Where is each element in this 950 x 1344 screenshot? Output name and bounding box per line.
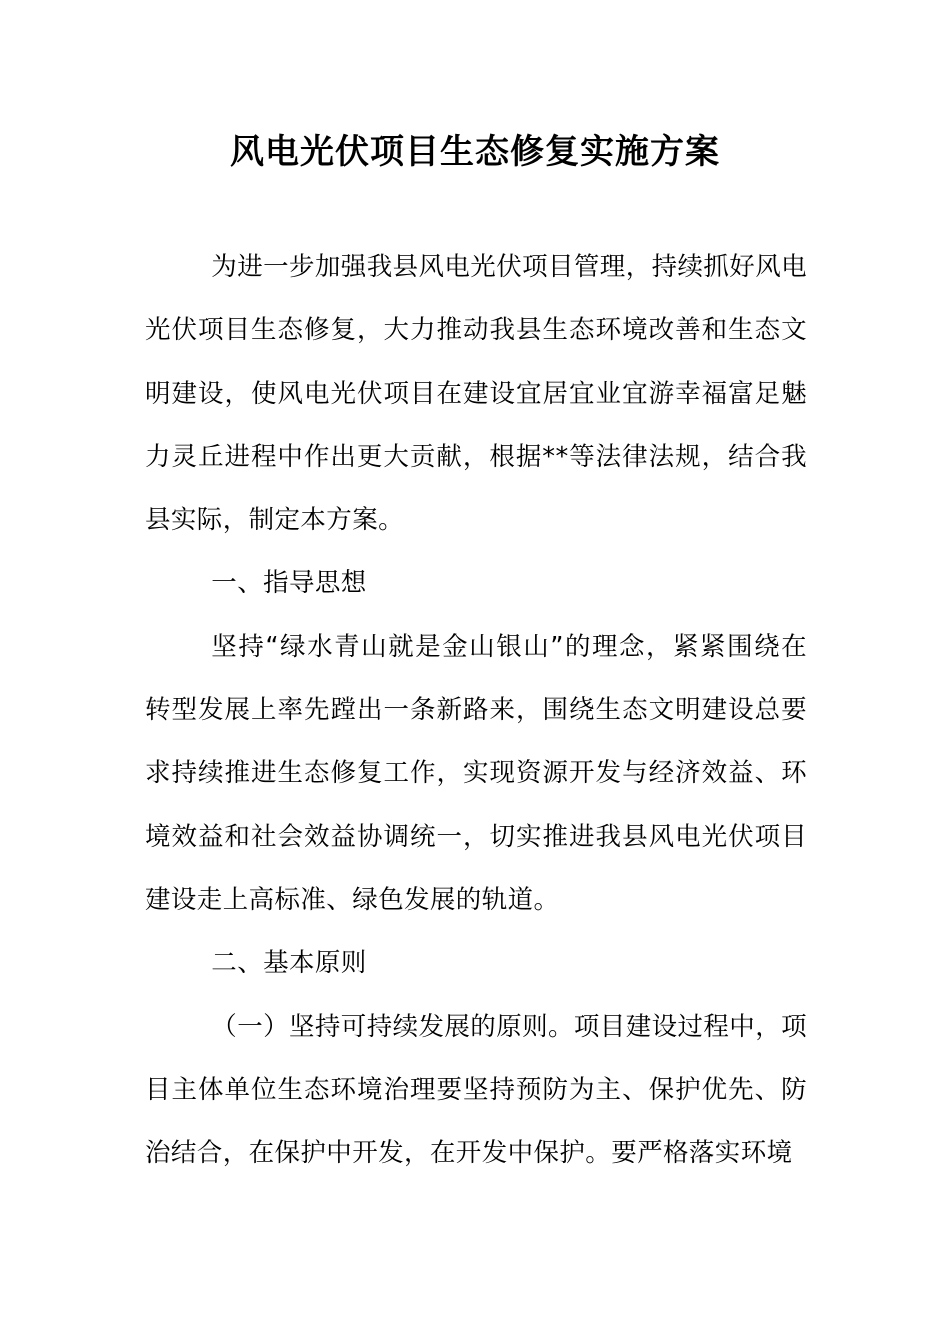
guiding-ideology-paragraph: 坚持“绿水青山就是金山银山”的理念，紧紧围绕在转型发展上率先蹚出一条新路来，围绕生态文明建设总要求持续推进生态修复工作，实现资源开发与经济效益、环境效益和社会效益协调统一，切实推进我县风电光伏项目建设走上高标准、绿色发展的轨道。 <box>145 631 807 915</box>
document-title: 风电光伏项目生态修复实施方案 <box>230 132 720 172</box>
section-heading-guiding-ideology: 一、指导思想 <box>211 568 367 599</box>
principle-item-1-paragraph: （一）坚持可持续发展的原则。项目建设过程中，项目主体单位生态环境治理要坚持预防为主、保护优先、防治结合，在保护中开发，在开发中保护。要严格落实环境 <box>145 1011 807 1169</box>
section-heading-basic-principles: 二、基本原则 <box>211 948 367 979</box>
intro-paragraph: 为进一步加强我县风电光伏项目管理，持续抓好风电光伏项目生态修复，大力推动我县生态环境改善和生态文明建设，使风电光伏项目在建设宜居宜业宜游幸福富足魅力灵丘进程中作出更大贡献，根据**等法律法规，结合我县实际，制定本方案。 <box>145 252 807 536</box>
document-body <box>145 236 807 1185</box>
